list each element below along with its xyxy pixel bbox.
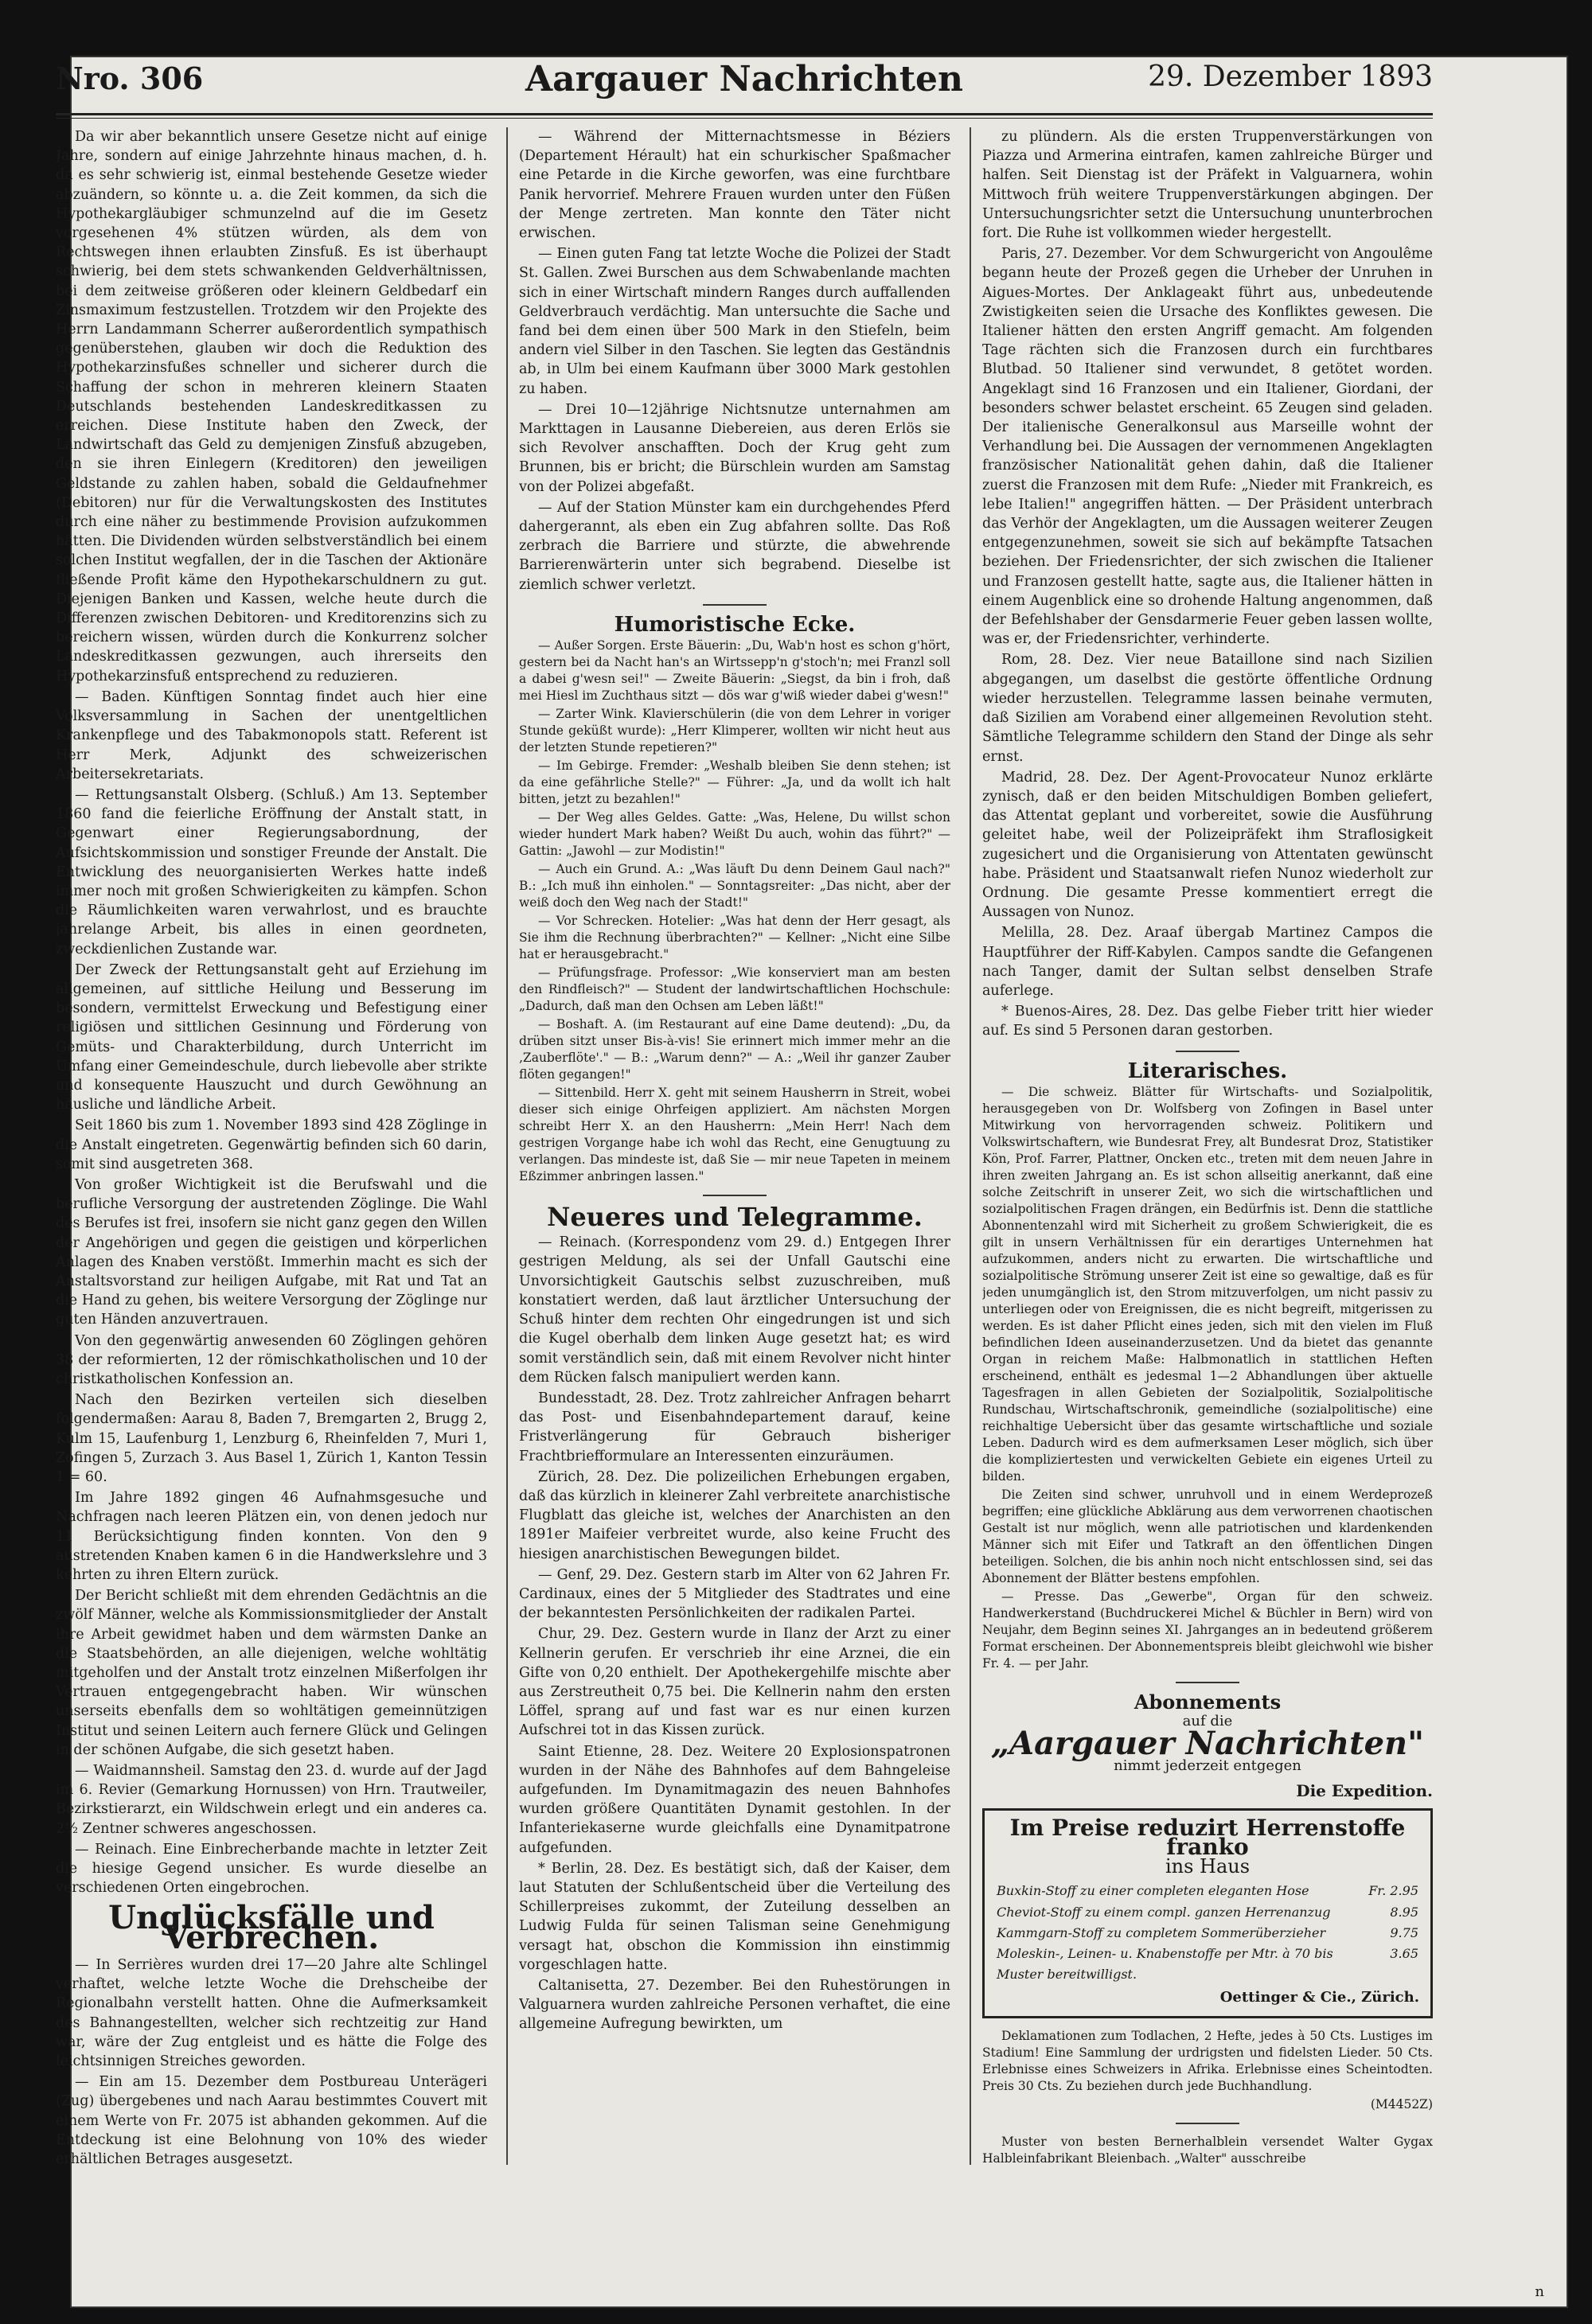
news-item: Saint Etienne, 28. Dez. Weitere 20 Explosionspatronen wurden in der Nähe des Bahnhofes auf dem Bahngeleise aufgefunden. Im Dynamitmagazin des neuen Bahnhofes wurden größere Quantitäten Dynamit gestohlen. In der Infanteriekaserne wurde gleichfalls eine Dynamitpatrone aufgefunden. — [519, 1743, 950, 1856]
article-reinach: — Reinach. Eine Einbrecherbande machte in letzter Zeit die hiesige Gegend unsicher. Es wurde dieselbe an verschiedenen Orten eingebrochen. — [56, 1841, 487, 1897]
ad-row-text: Muster bereitwilligst. — [997, 1967, 1137, 1983]
section-heading-literature: Literarisches. — [1127, 1059, 1288, 1083]
article-paragraph: Da wir aber bekanntlich unsere Gesetze nicht auf einige Jahre, sondern auf einige Jahrzehnte hinaus machen, d. h. da es sehr schwierig ist, einmal bestehende Gesetze wieder abzuändern, so könnte u. a. die Zeit kommen, da sich die Hypothekargläubiger schmunzelnd auf die im Gesetz vorgesehenen 4% stützen würden, als dem von Rechtswegen ihnen erlaubten Zinsfuß. Es ist überhaupt schwierig, bei dem stets schwankenden Geldverhältnissen, bei dem zeitweise größeren oder kleinern Geldbedarf ein Zinsmaximum festzustellen. Trotzdem wir den Projekte des Herrn Landammann Scherrer außerordentlich sympathisch gegenüberstehen, glauben wir doch die Reduktion des Hypothekarzinsfußes schneller und sicherer durch die Schaffung der schon in mehreren kleinern Staaten Deutschlands bestehenden Landeskreditkassen zu erreichen. Diese Institute haben den Zweck, der Landwirtschaft das Geld zu demjenigen Zinsfuß abzugeben, den sie ihren Einlegern (Kreditoren) den jeweiligen Geldstande zu zahlen haben, sobald die Geldaufnehmer (Debitoren) nur für die Verwaltungskosten des Institutes durch eine näher zu bestimmende Provision aufzukommen hätten. Die Dividenden würden selbstverständlich bei einem solchen Institut wegfallen, der in die Taschen der Aktionäre fließende Profit käme den Hypothekarschuldnern zu gut. Diejenigen Banken und Kassen, welche heute durch die Differenzen zwischen Debitoren- und Kreditorenzins sich zu bereichern wissen, würden durch die Konkurrenz solcher Landeskreditkassen gezwungen, auch ihrerseits den Hypothekarzinsfuß entsprechend zu reduzieren. — [56, 129, 487, 684]
newspaper-title: Aargauer Nachrichten — [525, 59, 964, 99]
issue-date: 29. Dezember 1893 — [1148, 60, 1433, 93]
article-beziers: — Während der Mitternachtsmesse in Béziers (Departement Hérault) hat ein schurkischer Spaßmacher eine Petarde in die Kirche geworfen, was eine furchtbare Panik hervorrief. Mehrere Frauen wurden unter den Füßen der Menge zertreten. Man konnte den Täter nicht erwischen. — [519, 129, 950, 242]
separator — [1176, 1051, 1239, 1052]
advertisement-books: Deklamationen zum Todlachen, 2 Hefte, jedes à 50 Cts. Lustiges im Stadium! Eine Sammlung der urdrigsten und fidelsten Lieder. 50 Cts. Erlebnisse eines Schweizers in Afrika. Erlebnisse eines Scheintodten. Preis 30 Cts. Zu beziehen durch jede Buchhandlung. — [982, 2028, 1433, 2093]
separator — [1176, 2123, 1239, 2124]
article-muenster: — Auf der Station Münster kam ein durchgehendes Pferd dahergerannt, als eben ein Zug abfahren sollte. Das Roß zerbrach die Barriere und stürzte, die abwehrende Barrierenwärterin unter sich begrabend. Dieselbe ist ziemlich schwer verletzt. — [519, 499, 950, 593]
ad-row-text: Buxkin-Stoff zu einer completen eleganten Hose — [997, 1883, 1309, 1899]
column-1 — [56, 127, 487, 2197]
ad-row-price: 3.65 — [1390, 1945, 1418, 1961]
ad-row-text: Moleskin-, Leinen- u. Knabenstoffe per Mtr. à 70 bis — [997, 1945, 1333, 1961]
ad-row-price — [1364, 1964, 1419, 1985]
separator — [703, 604, 767, 606]
news-item: Bundesstadt, 28. Dez. Trotz zahlreicher Anfragen beharrt das Post- und Eisenbahndepartement darauf, keine Fristverlängerung für Gebrauch bisheriger Frachtbriefformulare an Interessenten einzuräumen. — [519, 1390, 950, 1464]
header-rule-thin — [56, 118, 1433, 119]
article-paragraph: Im Jahre 1892 gingen 46 Aufnahmsgesuche und Nachfragen nach leeren Plätzen ein, von denen jedoch nur 11 Berücksichtigung finden konnten. Von den 9 austretenden Knaben kamen 6 in die Handwerkslehre und 3 kehrten zu ihren Eltern zurück. — [56, 1490, 487, 1584]
ad-row-price: 8.95 — [1390, 1904, 1418, 1920]
article-paragraph: Seit 1860 bis zum 1. November 1893 sind 428 Zöglinge in die Anstalt eingetreten. Gegenwärtig befinden sich 60 darin, somit sind ausgetreten 368. — [56, 1117, 487, 1172]
joke-item: — Vor Schrecken. Hotelier: „Was hat denn der Herr gesagt, als Sie ihm die Rechnung überbrachten?" — Kellner: „Nicht eine Silbe hat er herausgebracht." — [519, 914, 950, 962]
advertisement-halblein: Muster von besten Bernerhalblein versendet Walter Gygax Halbleinfabrikant Bleienbach. „Walter" ausschreibe — [982, 2134, 1433, 2166]
column-3 — [982, 127, 1433, 2197]
article-olsberg: — Rettungsanstalt Olsberg. (Schluß.) Am 13. September 1860 fand die feierliche Eröffnung der Anstalt statt, in Gegenwart einer Regierungsabordnung, der Aufsichtskommission und sonstiger Freunde der Anstalt. Die Entwicklung des neuorganisierten Werkes hatte indeß immer noch mit großen Schwierigkeiten zu kämpfen. Schon die Räumlichkeiten waren verwahrlost, und es brauchte jahrelange Arbeit, bis alles in einen geordneten, zweckdienlichen Zustande war. — [56, 786, 487, 957]
subscription-notice — [982, 1690, 1433, 1776]
news-item: Madrid, 28. Dez. Der Agent-Provocateur Nunoz erklärte zynisch, daß er den beiden Mitschuldigen Bomben geliefert, das Attentat geplant und vorbereitet, sowie die Ausführung geleitet habe, weil der Polizeipräfekt ihm Straflosigkeit zugesichert und die Organisierung von Attentaten gewünscht habe. Präsident und Staatsanwalt riefen Nunoz wiederholt zur Ordnung. Die gesamte Presse kommentiert erregt die Aussagen von Nunoz. — [982, 769, 1433, 921]
masthead — [56, 56, 1433, 107]
literature-item: — Die schweiz. Blätter für Wirtschafts- und Sozialpolitik, herausgegeben von Dr. Wolfsberg von Zofingen in Basel unter Mitwirkung von hervorragenden schweiz. Politikern und Volkswirtschaftern, wie Bundesrat Frey, alt Bundesrat Droz, Statistiker Kön, Prof. Farrer, Plattner, Oncken etc., treten mit dem neuen Jahre in ihren zweiten Jahrgang an. Es ist schon allseitig anerkannt, daß eine solche Zeitschrift in unserer Zeit, wo sich die wirtschaftlichen und sozialpolitischen Fragen drängen, ein Bedürfnis ist. Denn die stattliche Abonnentenzahl wird mit Sicherheit zu großem Schwierigkeit, die es gilt in unsern Verhältnissen für ein derartiges Unternehmen hat aufzukommen, anders nicht zu erwarten. Die wirtschaftliche und sozialpolitische Strömung unserer Zeit ist eine so gewaltige, daß es für jeden unumgänglich ist, den Strom mitzuverfolgen, um nicht passiv zu unterliegen oder von Ereignissen, die es nicht begreift, mitgerissen zu werden. Es ist daher Pflicht eines jeden, sich mit den vielen im Fluß befindlichen Ideen auseinanderzusetzen. Und da bietet das genannte Organ in reichem Maße: Halbmonatlich in stattlichen Heften erscheinend, enthält es jedesmal 1—2 Abhandlungen über aktuelle Tagesfragen in allen Gebieten der Sozialpolitik, Sozialpolitische Rundschau, Wirtschaftschronik, gemeindliche (sozialpolitische) eine reichhaltige Uebersicht über das gesamte wirtschaftliche und soziale Leben. Dadurch wird es dem aufmerksamen Leser möglich, sich über die kompliziertesten und verwickelten Gebiete ein eigenes Urteil zu bilden. — [982, 1084, 1433, 1484]
news-item: * Buenos-Aires, 28. Dez. Das gelbe Fieber tritt hier wieder auf. Es sind 5 Personen daran gestorben. — [982, 1004, 1433, 1039]
subscription-title: Abonnements — [1134, 1690, 1282, 1714]
ad-row-text: Kammgarn-Stoff zu completem Sommerüberzieher — [997, 1924, 1326, 1940]
joke-item: — Prüfungsfrage. Professor: „Wie konserviert man am besten den Rindfleisch?" — Student der landwirtschaftlichen Hochschule: „Dadurch, daß man den Ochsen am Leben läßt!" — [519, 965, 950, 1014]
article-paragraph: Nach den Bezirken verteilen sich dieselben folgendermaßen: Aarau 8, Baden 7, Bremgarten 2, Brugg 2, Kulm 15, Laufenburg 1, Lenzburg 6, Rheinfelden 7, Muri 1, Zofingen 5, Zurzach 3. Aus Basel 1, Zürich 1, Kanton Tessin 1 = 60. — [56, 1392, 487, 1486]
article-lausanne: — Drei 10—12jährige Nichtsnutze unternahmen am Markttagen in Lausanne Diebereien, aus deren Erlös sie sich Revolver anschafften. Doch der Krug geht zum Brunnen, bis er bricht; die Bürschlein wurden am Samstag von der Polizei abgefaßt. — [519, 401, 950, 495]
news-item: Caltanisetta, 27. Dezember. Bei den Ruhestörungen in Valguarnera wurden zahlreiche Personen verhaftet, die eine allgemeine Aufregung bewirkten, um — [519, 1978, 950, 2033]
column-2 — [519, 127, 950, 2197]
news-item: Paris, 27. Dezember. Vor dem Schwurgericht von Angoulême begann heute der Prozeß gegen die Urheber der Unruhen in Aigues-Mortes. Der Anklageakt führt aus, unbedeutende Zwistigkeiten seien die Ursache des Konfliktes gewesen. Die Italiener hätten den ersten Angriff gemacht. Am folgenden Tage rächten sich die Franzosen durch ein furchtbares Blutbad. 50 Italiener sind verwundet, 8 getötet worden. Angeklagt sind 16 Franzosen und ein Italiener, Giordani, der besonders schwer belastet erscheint. 65 Zeugen sind geladen. Der italienische Generalkonsul aus Marseille wohnt der Verhandlung bei. Die Aussagen der vernommenen Angeklagten französischer Nationalität gehen dahin, daß die Italiener zuerst die Franzosen mit dem Rufe: „Nieder mit Frankreich, es lebe Italien!" angegriffen hätten. — Der Präsident unterbrach das Verhör der Angeklagten, um die Aussagen weiterer Zeugen entgegenzunehmen, soweit sie sich auf bekämpfte Tatsachen beziehen. Der Friedensrichter, der sich zwischen die Italiener und Franzosen gestellt hatte, sagte aus, die Italiener hätten in einem Augenblick eine so drohende Haltung angenommen, daß der Befehlshaber der Gensdarmerie Feuer geben lassen wollte, was er, der Friedensrichter, verhinderte. — [982, 246, 1433, 648]
subscription-line: nimmt jederzeit entgegen — [1114, 1757, 1301, 1775]
ad-row — [996, 1964, 1419, 1985]
literature-section — [982, 1084, 1433, 1672]
article-paragraph: Von den gegenwärtig anwesenden 60 Zöglingen gehören 38 der reformierten, 12 der römischkatholischen und 10 der christkatholischen Konfession an. — [56, 1332, 487, 1387]
joke-item: — Zarter Wink. Klavierschülerin (die von dem Lehrer in voriger Stunde geküßt wurde): „Herr Klimperer, wollten wir nicht heut aus der letzten Stunde repetieren?" — [519, 707, 950, 755]
joke-item: — Sittenbild. Herr X. geht mit seinem Hausherrn in Streit, wobei dieser sich einige Ohrfeigen appliziert. Am nächsten Morgen schreibt Herr X. an den Hausherrn: „Mein Herr! Nach dem gestrigen Vorgange habe ich wohl das Recht, eine Genugtuung zu verlangen. Das mindeste ist, daß Sie — mir neue Tapeten in meinem Eßzimmer anbringen lassen." — [519, 1086, 950, 1184]
subscription-line: auf die — [1182, 1712, 1233, 1729]
ad-row — [996, 1923, 1419, 1944]
news-item: zu plündern. Als die ersten Truppenverstärkungen von Piazza und Armerina eintrafen, kamen zahlreiche Bürger und halfen. Seit Dienstag ist der Präfekt in Valguarnera, wohin Mittwoch früh weitere Truppenverstärkungen abgingen. Der Untersuchungsrichter setzt die Untersuchung ununterbrochen fort. Die Ruhe ist vollkommen wieder hergestellt. — [982, 129, 1433, 242]
news-item: * Berlin, 28. Dez. Es bestätigt sich, daß der Kaiser, dem laut Statuten der Schlußentscheid über die Verteilung des Schillerpreises zukommt, der Zuteilung desselben an Ludwig Fulda für seinen Talisman seine Genehmigung versagt hat, obschon die Kommission ihn einstimmig vorgeschlagen hatte. — [519, 1860, 950, 1973]
section-heading-humor: Humoristische Ecke. — [614, 612, 856, 637]
ad-row — [996, 1902, 1419, 1923]
ad-row — [996, 1881, 1419, 1901]
ad-code: (M4452Z) — [1370, 2096, 1433, 2111]
separator — [703, 1195, 767, 1196]
news-item: Chur, 29. Dez. Gestern wurde in Ilanz der Arzt zu einer Kellnerin gerufen. Er verschrieb ihr eine Arznei, die ein Gifte von 0,20 enthielt. Der Apothekergehilfe mischte aber aus Zerstreutheit 0,75 bei. Die Kellnerin nahm den ersten Löffel, sprang auf und fast war es nur einen kurzen Aufschrei tot in das Kissen zurück. — [519, 1626, 950, 1739]
column-divider — [970, 127, 971, 2165]
news-item: Rom, 28. Dez. Vier neue Bataillone sind nach Sizilien abgegangen, um daselbst die gestörte öffentliche Ordnung wieder herzustellen. Telegramme lassen beinahe vermuten, daß Sizilien am Vorabend einer allgemeinen Revolution steht. Sämtliche Telegramme schildern den Stand der Dinge als sehr ernst. — [982, 652, 1433, 765]
section-heading-news: Neueres und Telegramme. — [547, 1202, 923, 1233]
page-mark: n — [1535, 2283, 1544, 2300]
column-divider — [506, 127, 508, 2165]
ad-firm: Oettinger & Cie., Zürich. — [1219, 1989, 1419, 2006]
ad-subline: ins Haus — [1165, 1855, 1251, 1878]
article-paragraph: Der Zweck der Rettungsanstalt geht auf Erziehung im allgemeinen, auf sittliche Heilung und Besserung im besondern, vermittelst Erweckung und Befestigung einer religiösen und sittlichen Gesinnung und Förderung von Gemüts- und Charakterbildung, durch Unterricht im Umfang einer Gemeindeschule, durch liebevolle aber strikte und konsequente Hauszucht und durch Gewöhnung an häusliche und ländliche Arbeit. — [56, 961, 487, 1113]
advertisement-herrenstoffe — [982, 1808, 1433, 2018]
section-heading-accidents: Unglücksfälle und Verbrechen. — [108, 1899, 435, 1956]
humor-section — [519, 638, 950, 1185]
joke-item: — Auch ein Grund. A.: „Was läuft Du denn Deinem Gaul nach?" B.: „Ich muß ihn einholen." — Sonntagsreiter: „Das nicht, aber der weiß doch den Weg nach der Stadt!" — [519, 862, 950, 910]
news-item: Zürich, 28. Dez. Die polizeilichen Erhebungen ergaben, daß das kürzlich in kleinerer Zahl verbreitete anarchistische Flugblatt das gleiche ist, welches der Anarchisten an den 1891er Maifeier verbreitet wurde, also keine Frucht des hiesigen anarchistischen Bewegungen bildet. — [519, 1468, 950, 1562]
expedition-signature: Die Expedition. — [1296, 1780, 1433, 1800]
literature-item: Die Zeiten sind schwer, unruhvoll und in einem Werdeprozeß begriffen; eine glückliche Abklärung aus dem verworrenen chaotischen Gestalt ist nur möglich, wenn alle patriotischen und klardenkenden Männer sich mit Eifer und Tatkraft an den öffentlichen Dingen beteiligen. Solchen, die bis anhin noch nicht entschlossen sind, sei das Abonnement der Blätter bestens empfohlen. — [982, 1487, 1433, 1585]
news-item: Melilla, 28. Dez. Araaf übergab Martinez Campos die Hauptführer der Riff-Kabylen. Campos sandte die Gefangenen nach Tanger, damit der Sultan selbst denselben Strafe auferlege. — [982, 925, 1433, 999]
literature-item: — Presse. Das „Gewerbe", Organ für den schweiz. Handwerkerstand (Buchdruckerei Michel & Büchler in Bern) wird von Neujahr, dem Beginn seines XI. Jahrganges an in bedeutend größerem Format erscheinen. Der Abonnementspreis bleibt gleichwohl wie bisher Fr. 4. — per Jahr. — [982, 1589, 1433, 1671]
ad-headline: Im Preise reduzirt Herrenstoffe franko — [1009, 1814, 1406, 1860]
joke-item: — Der Weg alles Geldes. Gatte: „Was, Helene, Du willst schon wieder hundert Mark haben? Weißt Du auch, wohin das führt?" — Gattin: „Jawohl — zur Modistin!" — [519, 810, 950, 859]
article-paragraph: Der Bericht schließt mit dem ehrenden Gedächtnis an die zwölf Männer, welche als Kommissionsmitglieder der Anstalt ihre Arbeit gewidmet haben und dem wärmsten Danke an die Staatsbehörden, an alle diejenigen, welche wohltätig mitgeholfen und der Anstalt trotz einzelnen Mißerfolgen ihr Vertrauen entgegengebracht haben. Wir wünschen unserseits ebenfalls dem so wohltätigen gemeinnützigen Institut und seinen Leitern auch fernere Glück und Gelingen in der schönen Aufgabe, die sich gesetzt haben. — [56, 1588, 487, 1758]
article-paragraph: Von großer Wichtigkeit ist die Berufswahl und die berufliche Versorgung der austretenden Zöglinge. Die Wahl des Berufes ist frei, insofern sie nicht ganz gegen den Willen der Angehörigen und gegen die geistigen und körperlichen Anlagen des Knaben verstößt. Immerhin macht es sich der Anstaltsvorstand zur heiligen Aufgabe, mit Rat und Tat an die Hand zu gehen, bis weitere Versorgung der Zöglinge nur guten Händen anzuvertrauen. — [56, 1176, 487, 1328]
ad-row-price: 9.75 — [1390, 1924, 1418, 1940]
header-rule — [56, 113, 1433, 115]
news-item: — Reinach. (Korrespondenz vom 29. d.) Entgegen Ihrer gestrigen Meldung, als sei der Unfall Gautschi eine Unvorsichtigkeit Gautschis selbst zuzuschreiben, muß konstatiert werden, daß laut ärztlicher Untersuchung der Schuß hinter dem rechten Ohr eingedrungen ist und sich die Kugel oberhalb dem linken Auge gesetzt hat; es wird somit verständlich sein, daß mit einem Revolver nicht hinter dem Rücken falsch manipuliert werden kann. — [519, 1234, 950, 1386]
ad-price-list — [996, 1881, 1419, 1985]
article-unteraegeri: — Ein am 15. Dezember dem Postbureau Unterägeri (Zug) übergebenes und nach Aarau bestimmtes Couvert mit einem Werte von Fr. 2075 ist abhanden gekommen. Auf die Entdeckung ist eine Belohnung von 10% des wieder erhältlichen Betrages ausgesetzt. — [56, 2074, 487, 2167]
article-baden: — Baden. Künftigen Sonntag findet auch hier eine Volksversammlung in Sachen der unentgeltlichen Krankenpflege und des Tabakmonopols statt. Referent ist Herr Merk, Adjunkt des schweizerischen Arbeitersekretariats. — [56, 688, 487, 782]
ad-row-text: Cheviot-Stoff zu einem compl. ganzen Herrenanzug — [997, 1904, 1331, 1920]
article-st-gallen: — Einen guten Fang tat letzte Woche die Polizei der Stadt St. Gallen. Zwei Burschen aus dem Schwabenlande machten sich in einer Wirtschaft mindern Ranges durch auffallenden Geldverbrauch verdächtig. Man untersuchte die Sache und fand bei dem einen über 500 Mark in den Stiefeln, beim andern viel Silber in den Taschen. Sie legten das Geständnis ab, in Ulm bei einem Kaufmann über 3000 Mark gestohlen zu haben. — [519, 246, 950, 397]
ad-row — [996, 1944, 1419, 1964]
joke-item: — Im Gebirge. Fremder: „Weshalb bleiben Sie denn stehen; ist da eine gefährliche Stelle?" — Führer: „Ja, und da wollt ich halt bitten, jetzt zu bezahlen!" — [519, 758, 950, 807]
article-serrieres: — In Serrières wurden drei 17—20 Jahre alte Schlingel verhaftet, welche letzte Woche die Drehscheibe der Regionalbahn verstellt hatten. Ohne die Aufmerksamkeit des Bahnangestellten, welcher sich rechtzeitig zur Hand war, wäre der Zug entgleist und es hätte die Folge des leichtsinnigen Streiches geworden. — [56, 1956, 487, 2069]
issue-number: Nro. 306 — [56, 60, 204, 96]
subscription-newspaper-name: „Aargauer Nachrichten" — [991, 1725, 1424, 1763]
article-waidmannsheil: — Waidmannsheil. Samstag den 23. d. wurde auf der Jagd im 6. Revier (Gemarkung Hornussen) von Hrn. Trautweiler, Bezirkstierarzt, ein Wildschwein erlegt und ein anderes ca. 2½ Zentner schweres angeschossen. — [56, 1763, 487, 1837]
separator — [1176, 1682, 1239, 1683]
ad-row-price: Fr. 2.95 — [1368, 1883, 1418, 1899]
news-item: — Genf, 29. Dez. Gestern starb im Alter von 62 Jahren Fr. Cardinaux, eines der 5 Mitglieder des Stadtrates und eine der bekanntesten Persönlichkeiten der radikalen Partei. — [519, 1566, 950, 1622]
joke-item: — Boshaft. A. (im Restaurant auf eine Dame deutend): „Du, da drüben sitzt unser Bis-à-vis! Sie erinnert mich immer mehr an die ‚Zauberflöte'." — B.: „Warum denn?" — A.: „Weil ihr ganzer Zauber flöten gegangen!" — [519, 1017, 950, 1082]
joke-item: — Außer Sorgen. Erste Bäuerin: „Du, Wab'n host es schon g'hört, gestern bei da Nacht han's an Wirtssepp'n g'stoch'n; mei Franzl soll a dabei g'wesn sei!" — Zweite Bäuerin: „Siegst, da bin i froh, daß mei Hiesl im Zuchthaus sitzt — dös war g'wiß wieder dabei g'wesn!" — [519, 638, 950, 704]
